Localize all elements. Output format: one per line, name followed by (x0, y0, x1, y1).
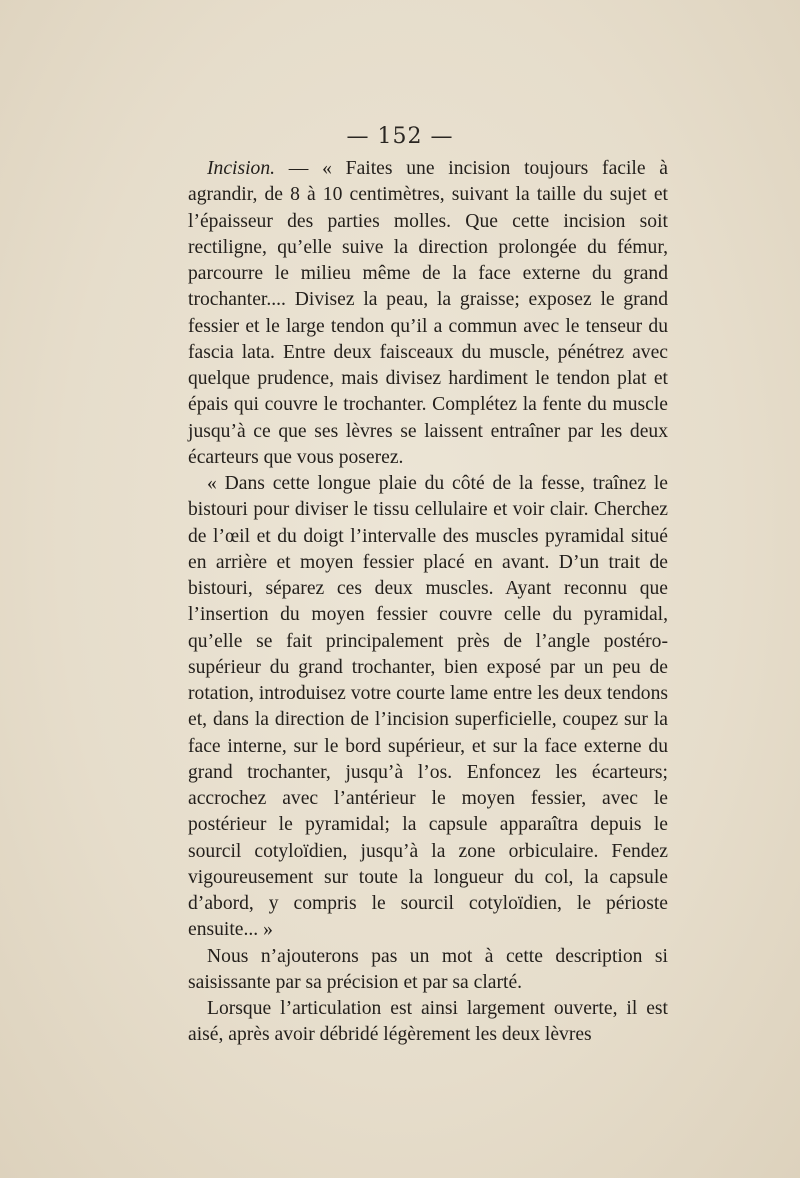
paragraph-text: — « Faites une incision toujours facile à agrandir, de 8 à 10 centimètres, suivant la taille du sujet et l’épaisseur des parties molles. Que cette incision soit rectiligne, qu’elle suive la direction prolongée du fémur, parcourre le milieu même de la face externe du grand trochanter.... Divisez la peau, la graisse; exposez le grand fessier et le large tendon qu’il a commun avec le tenseur du fascia lata. Entre deux faisceaux du muscle, pénétrez avec quelque prudence, mais divisez hardiment le tendon plat et épais qui couvre le trochanter. Complétez la fente du muscle jusqu’à ce que ses lèvres se laissent entraîner par les deux écarteurs que vous poserez. (188, 158, 668, 468)
paragraph-continuation: Lorsque l’articulation est ainsi largement ouverte, il est aisé, après avoir débridé légèrement les deux lèvres (188, 998, 668, 1046)
body-text (188, 156, 668, 1049)
section-lead: Incision. (207, 158, 276, 179)
page-number: — 152 — (346, 124, 454, 149)
paragraph-incision (188, 156, 668, 471)
paragraph-quote: « Dans cette longue plaie du côté de la fesse, traînez le bistouri pour diviser le tissu cellulaire et voir clair. Cherchez de l’œil et du doigt l’intervalle des muscles pyramidal situé en arrière et moyen fessier placé en avant. D’un trait de bistouri, séparez ces deux muscles. Ayant reconnu que l’insertion du moyen fessier couvre celle du pyramidal, qu’elle se fait principalement près de l’angle postéro-supérieur du grand trochanter, bien exposé par un peu de rotation, introduisez votre courte lame entre les deux tendons et, dans la direction de l’incision superficielle, coupez sur la face interne, sur le bord supérieur, et sur la face externe du grand trochanter, jusqu’à l’os. Enfoncez les écarteurs; accrochez avec l’antérieur le moyen fessier, avec le postérieur le pyramidal; la capsule apparaîtra depuis le sourcil cotyloïdien, jusqu’à la zone orbiculaire. Fendez vigoureusement sur toute la longueur du col, la capsule d’abord, y compris le sourcil cotyloïdien, le périoste ensuite... » (188, 473, 668, 941)
paragraph-comment: Nous n’ajouterons pas un mot à cette description si saisissante par sa précision et par sa clarté. (188, 945, 668, 993)
